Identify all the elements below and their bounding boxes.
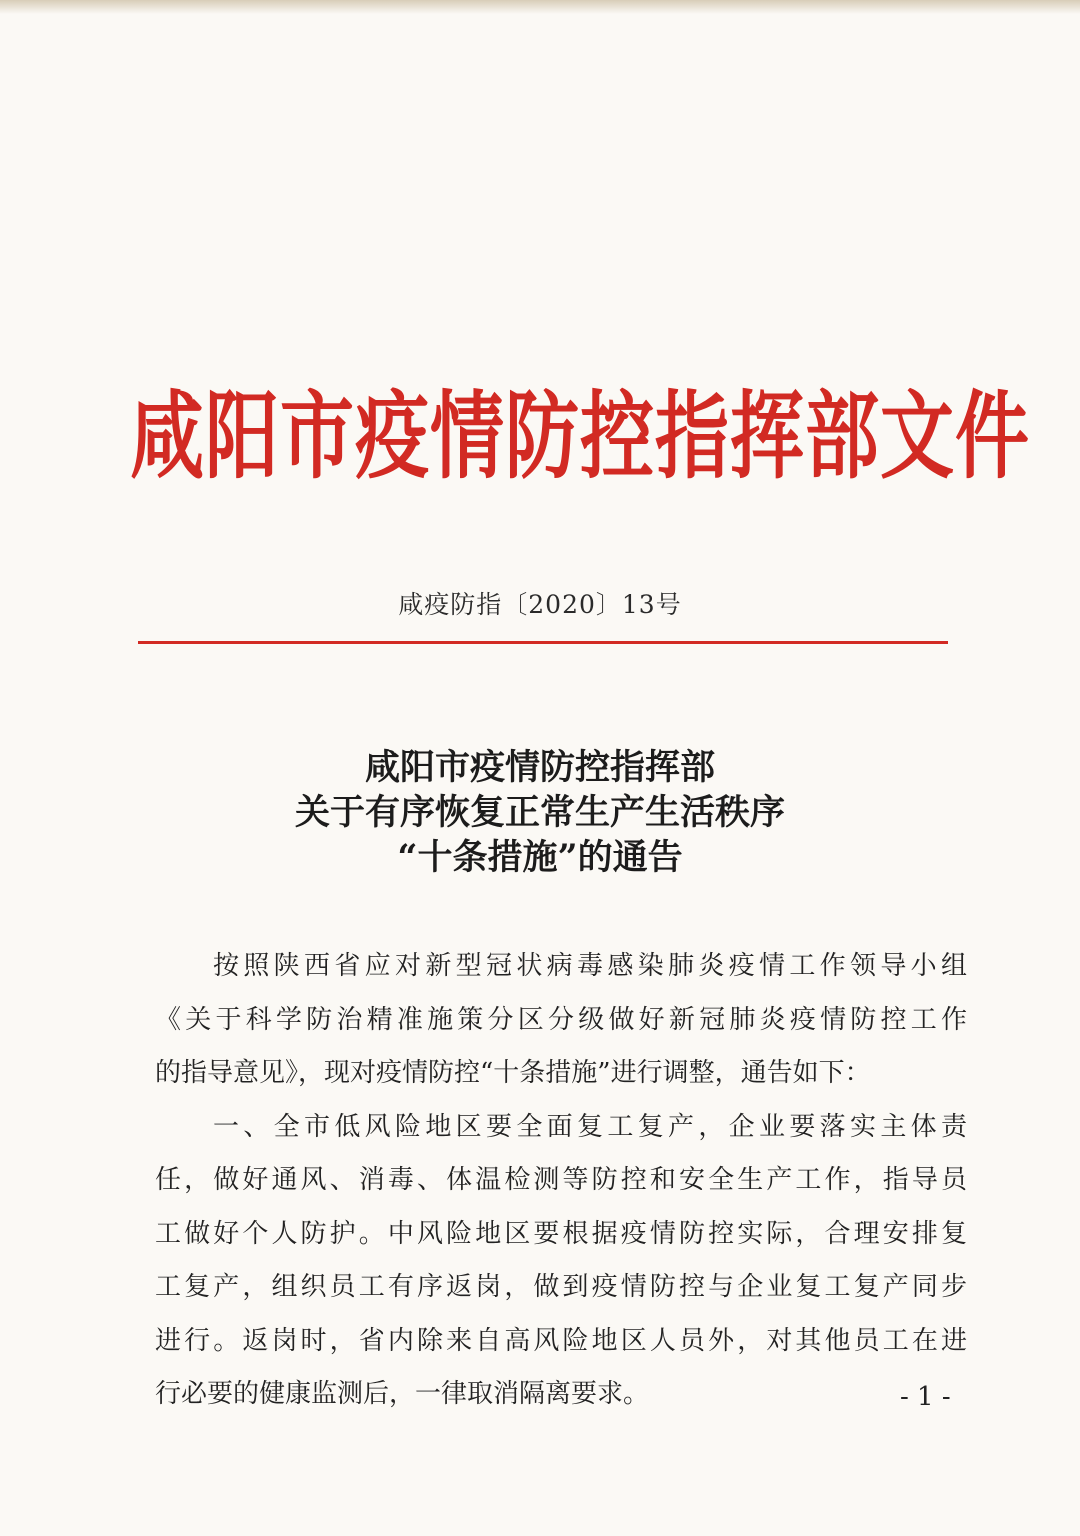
body-line: 工做好个人防护。中风险地区要根据疫情防控实际，合理安排复 [155,1218,967,1249]
notice-title-line-1: 咸阳市疫情防控指挥部 [364,747,715,788]
body-line: 一、全市低风险地区要全面复工复产，企业要落实主体责 [213,1111,967,1142]
body-line: 按照陕西省应对新型冠状病毒感染肺炎疫情工作领导小组 [213,951,967,981]
page-edge-shadow [0,0,1080,14]
notice-title-line-2: 关于有序恢复正常生产生活秩序 [294,792,785,833]
body-line: 行必要的健康监测后，一律取消隔离要求。 [155,1379,650,1409]
notice-title [0,745,1080,880]
document-number: 咸疫防指〔2020〕13号 [398,590,682,619]
body-line: 《关于科学防治精准施策分区分级做好新冠肺炎疫情防控工作 [155,1004,967,1035]
notice-body [155,940,967,1422]
body-line: 任，做好通风、消毒、体温检测等防控和安全生产工作，指导员 [155,1165,967,1195]
body-line: 进行。返岗时，省内除来自高风险地区人员外，对其他员工在进 [155,1325,967,1356]
red-divider-line [138,641,948,644]
red-header-title: 咸阳市疫情防控指挥部文件 [130,381,1030,493]
page-number: - 1 - [900,1382,951,1412]
body-line: 工复产，组织员工有序返岗，做到疫情防控与企业复工复产同步 [155,1272,967,1302]
body-line: 的指导意见》，现对疫情防控“十条措施”进行调整，通告如下： [155,1058,871,1088]
notice-title-line-3: “十条措施”的通告 [397,837,683,878]
